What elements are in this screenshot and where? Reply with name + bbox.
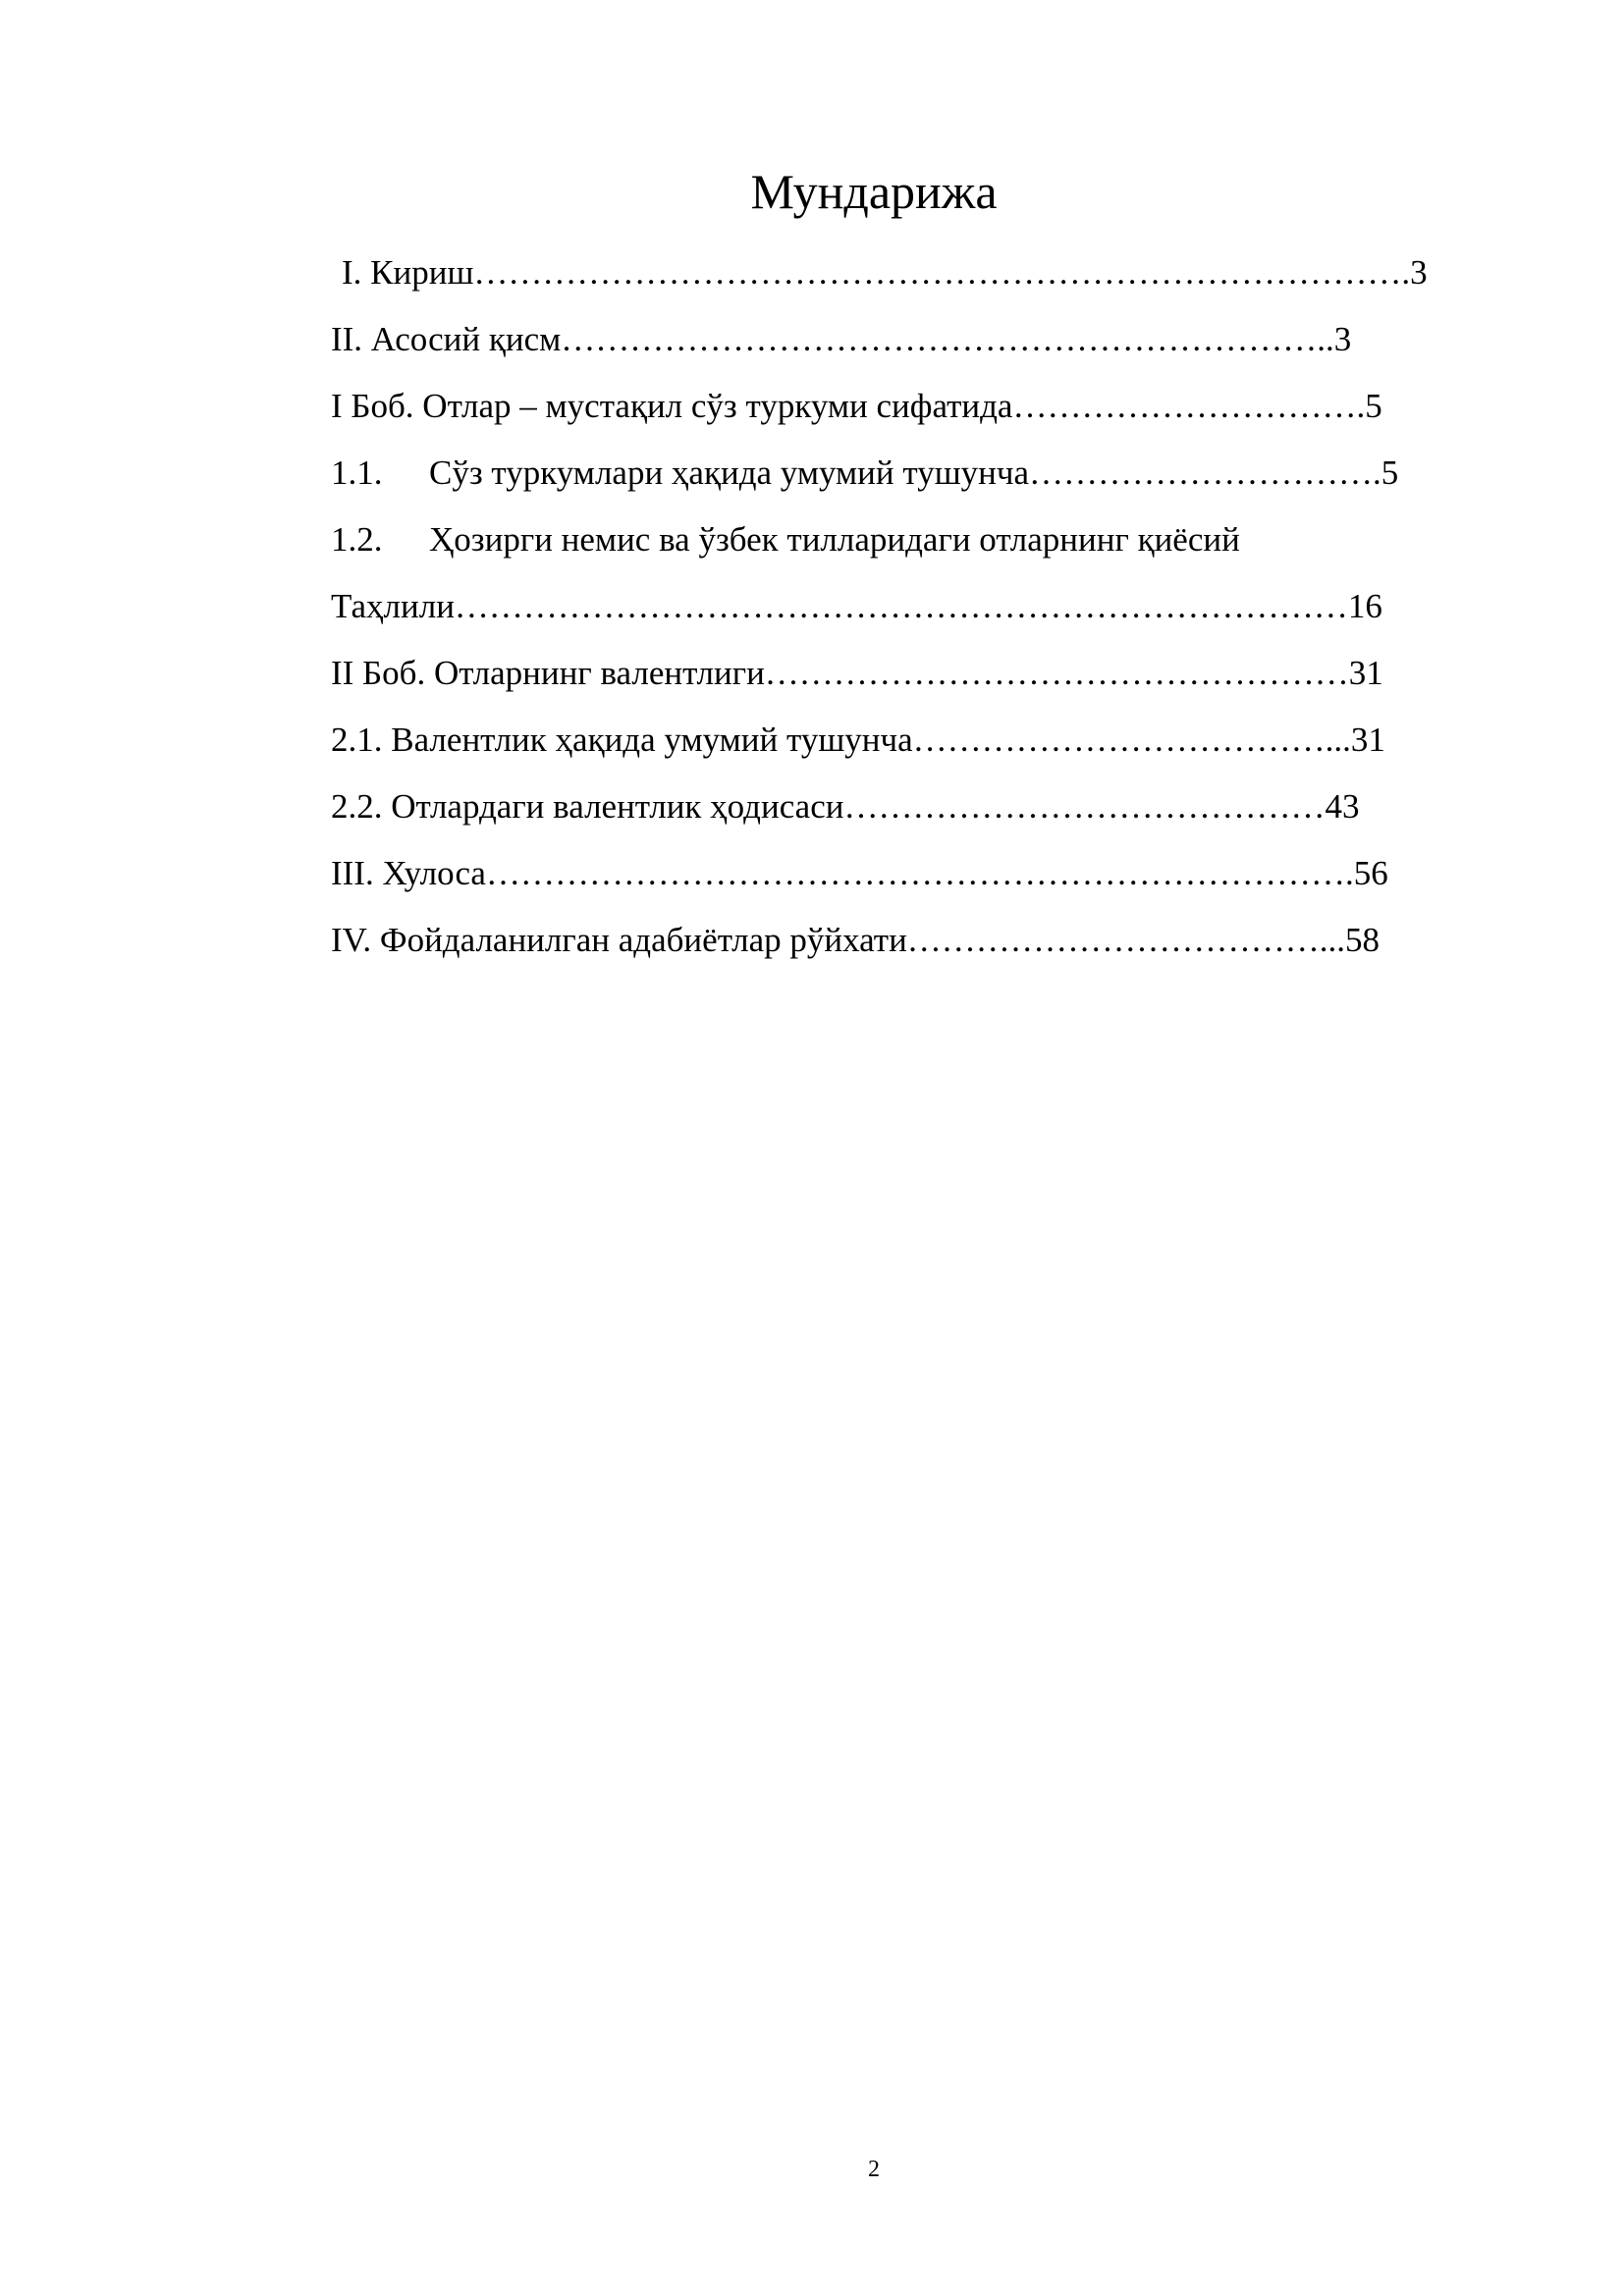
toc-entry-number: 1.2. xyxy=(331,520,383,559)
toc-entry-text: 2.2. Отлардаги валентлик ҳодисаси……………………………………43 xyxy=(331,787,1360,826)
toc-entry-text: Таҳлили……………………………………………………………………16 xyxy=(331,587,1382,625)
toc-entry-text: I. Кириш……………………………………………………………………….3 xyxy=(342,253,1428,292)
toc-entry-text: II Боб. Отларнинг валентлиги……………………………………………31 xyxy=(331,654,1383,692)
toc-entry-introduction xyxy=(342,251,1428,294)
page-title: Мундарижа xyxy=(750,164,998,219)
toc-entry-text: Сўз туркумлари ҳақида умумий тушунча………………………….5 xyxy=(429,454,1399,492)
page-number: 2 xyxy=(868,2157,880,2182)
toc-entry-main-part xyxy=(331,318,1351,361)
toc-entry-text: II. Асосий қисм…………………………………………………………..3 xyxy=(331,320,1352,358)
toc-entry-text: I Боб. Отлар – мустақил сўз туркуми сифатида………………………….5 xyxy=(331,387,1382,425)
toc-entry-section-2-2 xyxy=(331,785,1359,828)
toc-entry-text: 2.1. Валентлик ҳақида умумий тушунча………………………………...31 xyxy=(331,721,1385,759)
toc-entry-conclusion xyxy=(331,852,1388,895)
toc-entry-section-2-1 xyxy=(331,719,1385,762)
toc-entry-section-1-1 xyxy=(331,452,1398,495)
toc-entry-text: Ҳозирги немис ва ўзбек тилларидаги отларнинг қиёсий xyxy=(429,520,1240,559)
toc-entry-chapter-2 xyxy=(331,652,1383,695)
toc-entry-number: 1.1. xyxy=(331,454,383,492)
toc-entry-text: IV. Фойдаланилган адабиётлар рўйхати………………………………...58 xyxy=(331,921,1380,959)
toc-entry-section-1-2 xyxy=(331,518,1240,561)
toc-entry-chapter-1 xyxy=(331,385,1382,428)
toc-entry-text: III. Хулоса………………………………………………………………….56 xyxy=(331,854,1388,892)
toc-entry-section-1-2-continued xyxy=(331,585,1382,628)
toc-entry-references xyxy=(331,919,1380,962)
